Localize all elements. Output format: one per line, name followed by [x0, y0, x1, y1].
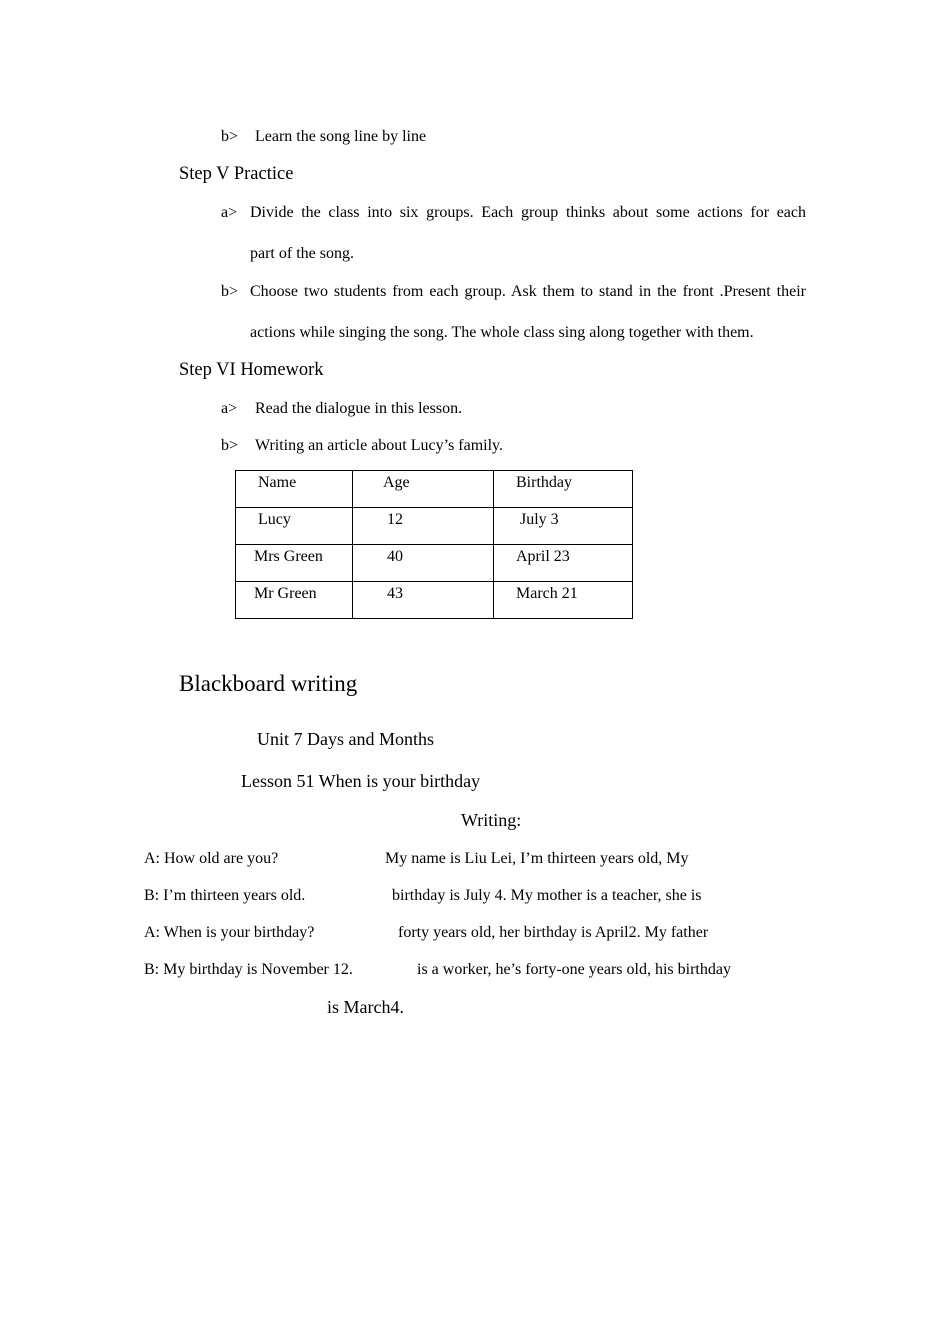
table-cell: 40 — [353, 545, 494, 582]
unit-title: Unit 7 Days and Months — [257, 729, 434, 749]
list-marker: b> — [221, 437, 239, 454]
table-cell: July 3 — [494, 508, 633, 545]
table-cell: March 21 — [494, 582, 633, 619]
list-marker: b> — [221, 128, 239, 145]
dialogue-line: A: How old are you? — [144, 850, 279, 867]
table-cell: Mrs Green — [236, 545, 353, 582]
writing-line: is a worker, he’s forty-one years old, his birthday — [417, 961, 731, 978]
writing-line: forty years old, her birthday is April2. My father — [398, 924, 709, 941]
table-cell: Mr Green — [236, 582, 353, 619]
table-cell: 43 — [353, 582, 494, 619]
list-item-text: Learn the song line by line — [255, 128, 427, 145]
table-cell: April 23 — [494, 545, 633, 582]
section-heading: Blackboard writing — [179, 671, 358, 696]
writing-line: is March4. — [327, 997, 404, 1017]
writing-label: Writing: — [461, 810, 522, 830]
table-row — [236, 545, 633, 582]
list-item-text: Writing an article about Lucy’s family. — [255, 437, 504, 454]
table-cell: 12 — [353, 508, 494, 545]
writing-line: birthday is July 4. My mother is a teacher, she is — [392, 887, 702, 904]
list-item-text: Read the dialogue in this lesson. — [255, 400, 463, 417]
table-row — [236, 582, 633, 619]
table-cell: Lucy — [236, 508, 353, 545]
step-heading: Step V Practice — [179, 164, 294, 184]
list-marker: b> — [221, 283, 239, 300]
list-item-text: part of the song. — [250, 245, 354, 262]
lesson-title: Lesson 51 When is your birthday — [241, 771, 481, 791]
table-header: Name — [236, 471, 353, 508]
list-item-text: actions while singing the song. The whole class sing along together with them. — [250, 324, 754, 341]
list-marker: a> — [221, 400, 238, 417]
family-table — [235, 470, 633, 619]
writing-line: My name is Liu Lei, I’m thirteen years old, My — [385, 850, 689, 867]
table-header-row — [236, 471, 633, 508]
table-row — [236, 508, 633, 545]
list-item-text: Divide the class into six groups. Each group thinks about some actions for each — [250, 204, 806, 221]
dialogue-line: B: I’m thirteen years old. — [144, 887, 306, 904]
dialogue-line: B: My birthday is November 12. — [144, 961, 353, 978]
list-marker: a> — [221, 204, 238, 221]
table-header: Birthday — [494, 471, 633, 508]
list-item-text: Choose two students from each group. Ask them to stand in the front .Present their — [250, 283, 806, 300]
step-heading: Step VI Homework — [179, 360, 324, 380]
dialogue-line: A: When is your birthday? — [144, 924, 315, 941]
table-header: Age — [353, 471, 494, 508]
